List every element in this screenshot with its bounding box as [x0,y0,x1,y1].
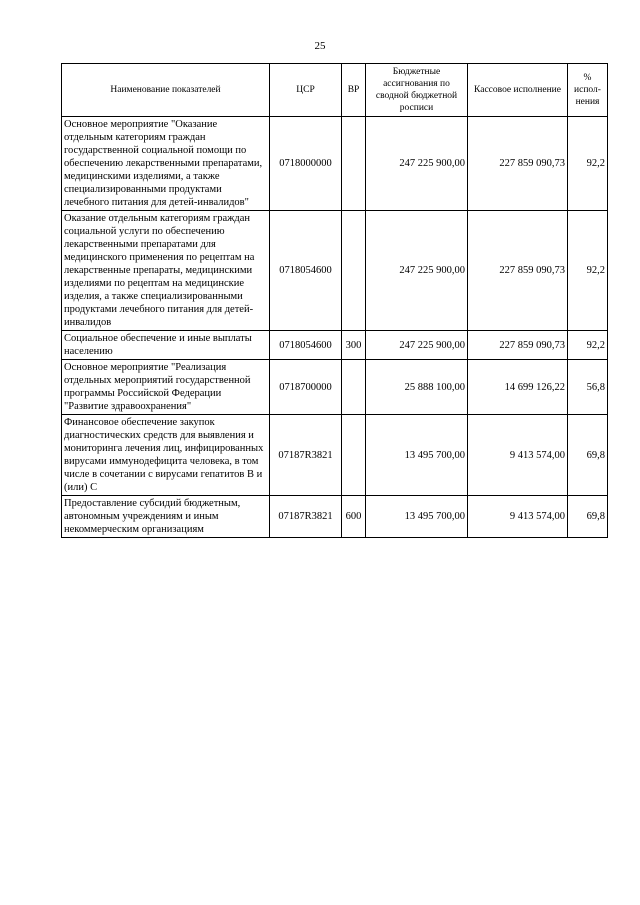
row-name: Финансовое обеспечение закупок диагностических средств для выявления и мониторинга лечения лиц, инфицированных вирусами иммунодефицита человека, в том числе в сочетании с вирусами гепатитов B и (или) C [62,415,270,496]
row-vr: 300 [342,331,366,360]
row-percent: 92,2 [568,117,608,211]
table-header-row [62,64,608,117]
row-name: Основное мероприятие "Оказание отдельным категориям граждан государственной социальной помощи по обеспечению лекарственными препаратами, медицинскими изделиями, а также специализированными продуктами лечебного питания для детей-инвалидов" [62,117,270,211]
row-code: 07187R3821 [270,415,342,496]
table-row [62,360,608,415]
row-percent: 92,2 [568,331,608,360]
row-name: Основное мероприятие "Реализация отдельных мероприятий государственной программы Российской Федерации "Развитие здравоохранения" [62,360,270,415]
row-cash: 227 859 090,73 [468,211,568,331]
row-name: Предоставление субсидий бюджетным, автономным учреждениям и иным некоммерческим организациям [62,496,270,538]
header-vr: ВР [342,64,366,117]
row-allocations: 25 888 100,00 [366,360,468,415]
row-code: 0718054600 [270,331,342,360]
page-number: 25 [314,40,326,52]
table-row [62,415,608,496]
header-code: ЦСР [270,64,342,117]
table-row [62,211,608,331]
row-cash: 227 859 090,73 [468,331,568,360]
header-name: Наименование показателей [62,64,270,117]
header-percent: % испол-нения [568,64,608,117]
row-code: 0718700000 [270,360,342,415]
header-cash: Кассовое исполнение [468,64,568,117]
row-allocations: 247 225 900,00 [366,331,468,360]
row-vr [342,211,366,331]
budget-execution-table [61,63,608,538]
row-percent: 69,8 [568,496,608,538]
row-cash: 9 413 574,00 [468,415,568,496]
row-allocations: 247 225 900,00 [366,211,468,331]
row-allocations: 13 495 700,00 [366,496,468,538]
row-percent: 56,8 [568,360,608,415]
row-allocations: 13 495 700,00 [366,415,468,496]
row-vr [342,360,366,415]
row-cash: 227 859 090,73 [468,117,568,211]
table-row [62,496,608,538]
row-percent: 92,2 [568,211,608,331]
row-code: 0718054600 [270,211,342,331]
row-percent: 69,8 [568,415,608,496]
row-cash: 14 699 126,22 [468,360,568,415]
row-vr: 600 [342,496,366,538]
row-vr [342,117,366,211]
row-vr [342,415,366,496]
header-allocations: Бюджетные ассигнования по сводной бюджетной росписи [366,64,468,117]
row-cash: 9 413 574,00 [468,496,568,538]
row-code: 07187R3821 [270,496,342,538]
row-name: Оказание отдельным категориям граждан социальной услуги по обеспечению лекарственными препаратами для медицинского применения по рецептам на лекарственные препараты, медицинскими изделиями по рецептам на медицинские изделия, а также специализированными продуктами лечебного питания для детей-инвалидов [62,211,270,331]
row-allocations: 247 225 900,00 [366,117,468,211]
row-name: Социальное обеспечение и иные выплаты населению [62,331,270,360]
table-row [62,331,608,360]
table-row [62,117,608,211]
row-code: 0718000000 [270,117,342,211]
